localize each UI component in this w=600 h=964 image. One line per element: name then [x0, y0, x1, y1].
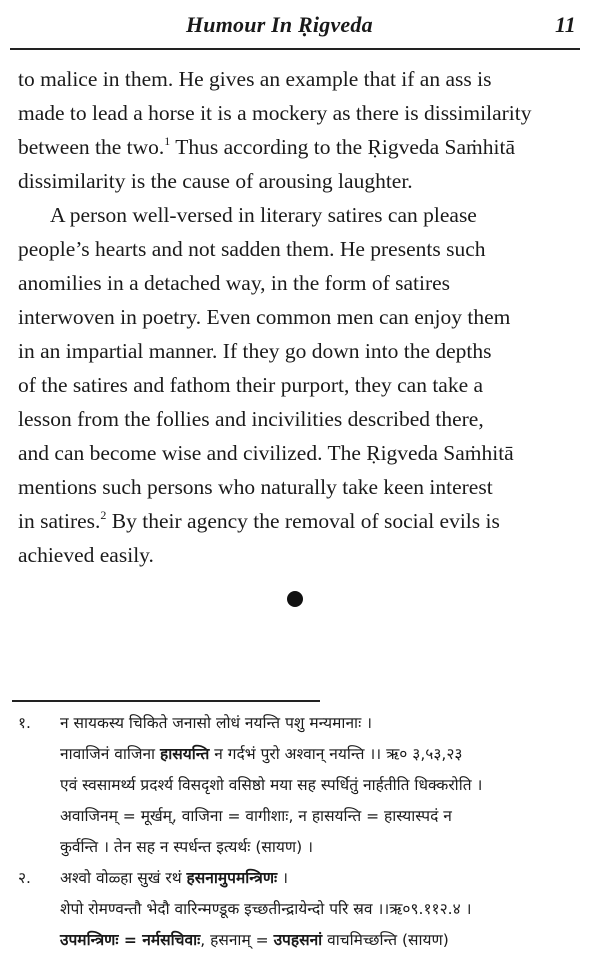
text-segment: between the two.: [18, 135, 165, 159]
text-line: to malice in them. He gives an example that if an ass is: [18, 67, 492, 91]
footnote-emphasis: हसनामुपमन्त्रिणः: [186, 869, 278, 887]
text-segment: Thus according to the Ṛigveda Saṁhitā: [170, 135, 516, 159]
main-text: [18, 62, 580, 572]
text-segment: By their agency the removal of social evils is: [106, 509, 500, 533]
text-line: [18, 504, 580, 538]
text-line: of the satires and fathom their purport, they can take a: [18, 373, 484, 397]
text-line: lesson from the follies and incivilities described there,: [18, 407, 484, 431]
text-line: mentions such persons who naturally take keen interest: [18, 475, 493, 499]
footnote-1-line: [18, 708, 588, 739]
footnote-text: न सायकस्य चिकिते जनासो लोधं नयन्ति पशु मन्यमानाः ।: [60, 714, 373, 732]
footnote-2-line: [18, 925, 588, 956]
page-header: [0, 0, 600, 50]
footnote-rule: [12, 700, 320, 702]
footnote-text: नावाजिनं वाजिना: [60, 745, 160, 763]
running-title: Humour In Ṛigveda: [186, 12, 373, 37]
text-line: [18, 130, 580, 164]
footnote-2-line: शेपो रोमण्वन्तौ भेदौ वारिन्मण्डूक इच्छतीन्द्रायेन्दो परि स्रव ।।ऋ०९.११२.४ ।: [60, 900, 472, 918]
text-segment: in satires.: [18, 509, 101, 533]
footnote-2-number: २.: [18, 869, 31, 887]
text-line: and can become wise and civilized. The Ṛigveda Saṁhitā: [18, 441, 514, 465]
footnote-ref-2: 2: [100, 508, 107, 522]
text-line: made to lead a horse it is a mockery as there is dissimilarity: [18, 101, 532, 125]
footnote-1-line: कुर्वन्ति । तेन सह न स्पर्धन्त इत्यर्थः (सायण) ।: [60, 838, 313, 856]
text-line: A person well-versed in literary satires can please: [50, 203, 477, 227]
footnote-emphasis: उपमन्त्रिणः = नर्मसचिवाः: [60, 931, 201, 949]
header-rule: [10, 48, 580, 50]
footnote-text: न गर्दभं पुरो अश्वान् नयन्ति ।। ऋ० ३,५३,२३: [209, 745, 463, 763]
footnotes: [18, 708, 588, 956]
footnote-emphasis: उपहसनां: [273, 931, 323, 949]
footnote-text: , हसनाम् =: [200, 931, 274, 949]
text-line: interwoven in poetry. Even common men can enjoy them: [18, 305, 511, 329]
footnote-1-line: अवाजिनम् = मूर्खम्, वाजिना = वागीशाः, न हासयन्ति = हास्यास्पदं न: [60, 807, 452, 825]
footnote-2-line: [18, 863, 588, 894]
footnote-text: वाचमिच्छन्ति (सायण): [322, 931, 449, 949]
footnote-1-line: [18, 739, 588, 770]
section-bullet: [287, 591, 303, 607]
text-line: in an impartial manner. If they go down into the depths: [18, 339, 492, 363]
text-line: people’s hearts and not sadden them. He presents such: [18, 237, 486, 261]
footnote-1-line: एवं स्वसामर्थ्य प्रदर्श्य विसदृशो वसिष्ठो मया सह स्पर्धितुं नार्हतीति धिक्करोति ।: [60, 776, 483, 794]
footnote-text: ।: [277, 869, 288, 887]
text-line: anomilies in a detached way, in the form of satires: [18, 271, 451, 295]
footnote-ref-1: 1: [164, 134, 171, 148]
footnote-1-number: १.: [18, 714, 31, 732]
text-line: dissimilarity is the cause of arousing laughter.: [18, 169, 413, 193]
footnote-emphasis: हासयन्ति: [160, 745, 210, 763]
footnote-text: अश्वो वोळ्हा सुखं रथं: [60, 869, 187, 887]
text-line: achieved easily.: [18, 543, 154, 567]
page-number: 11: [555, 12, 576, 37]
